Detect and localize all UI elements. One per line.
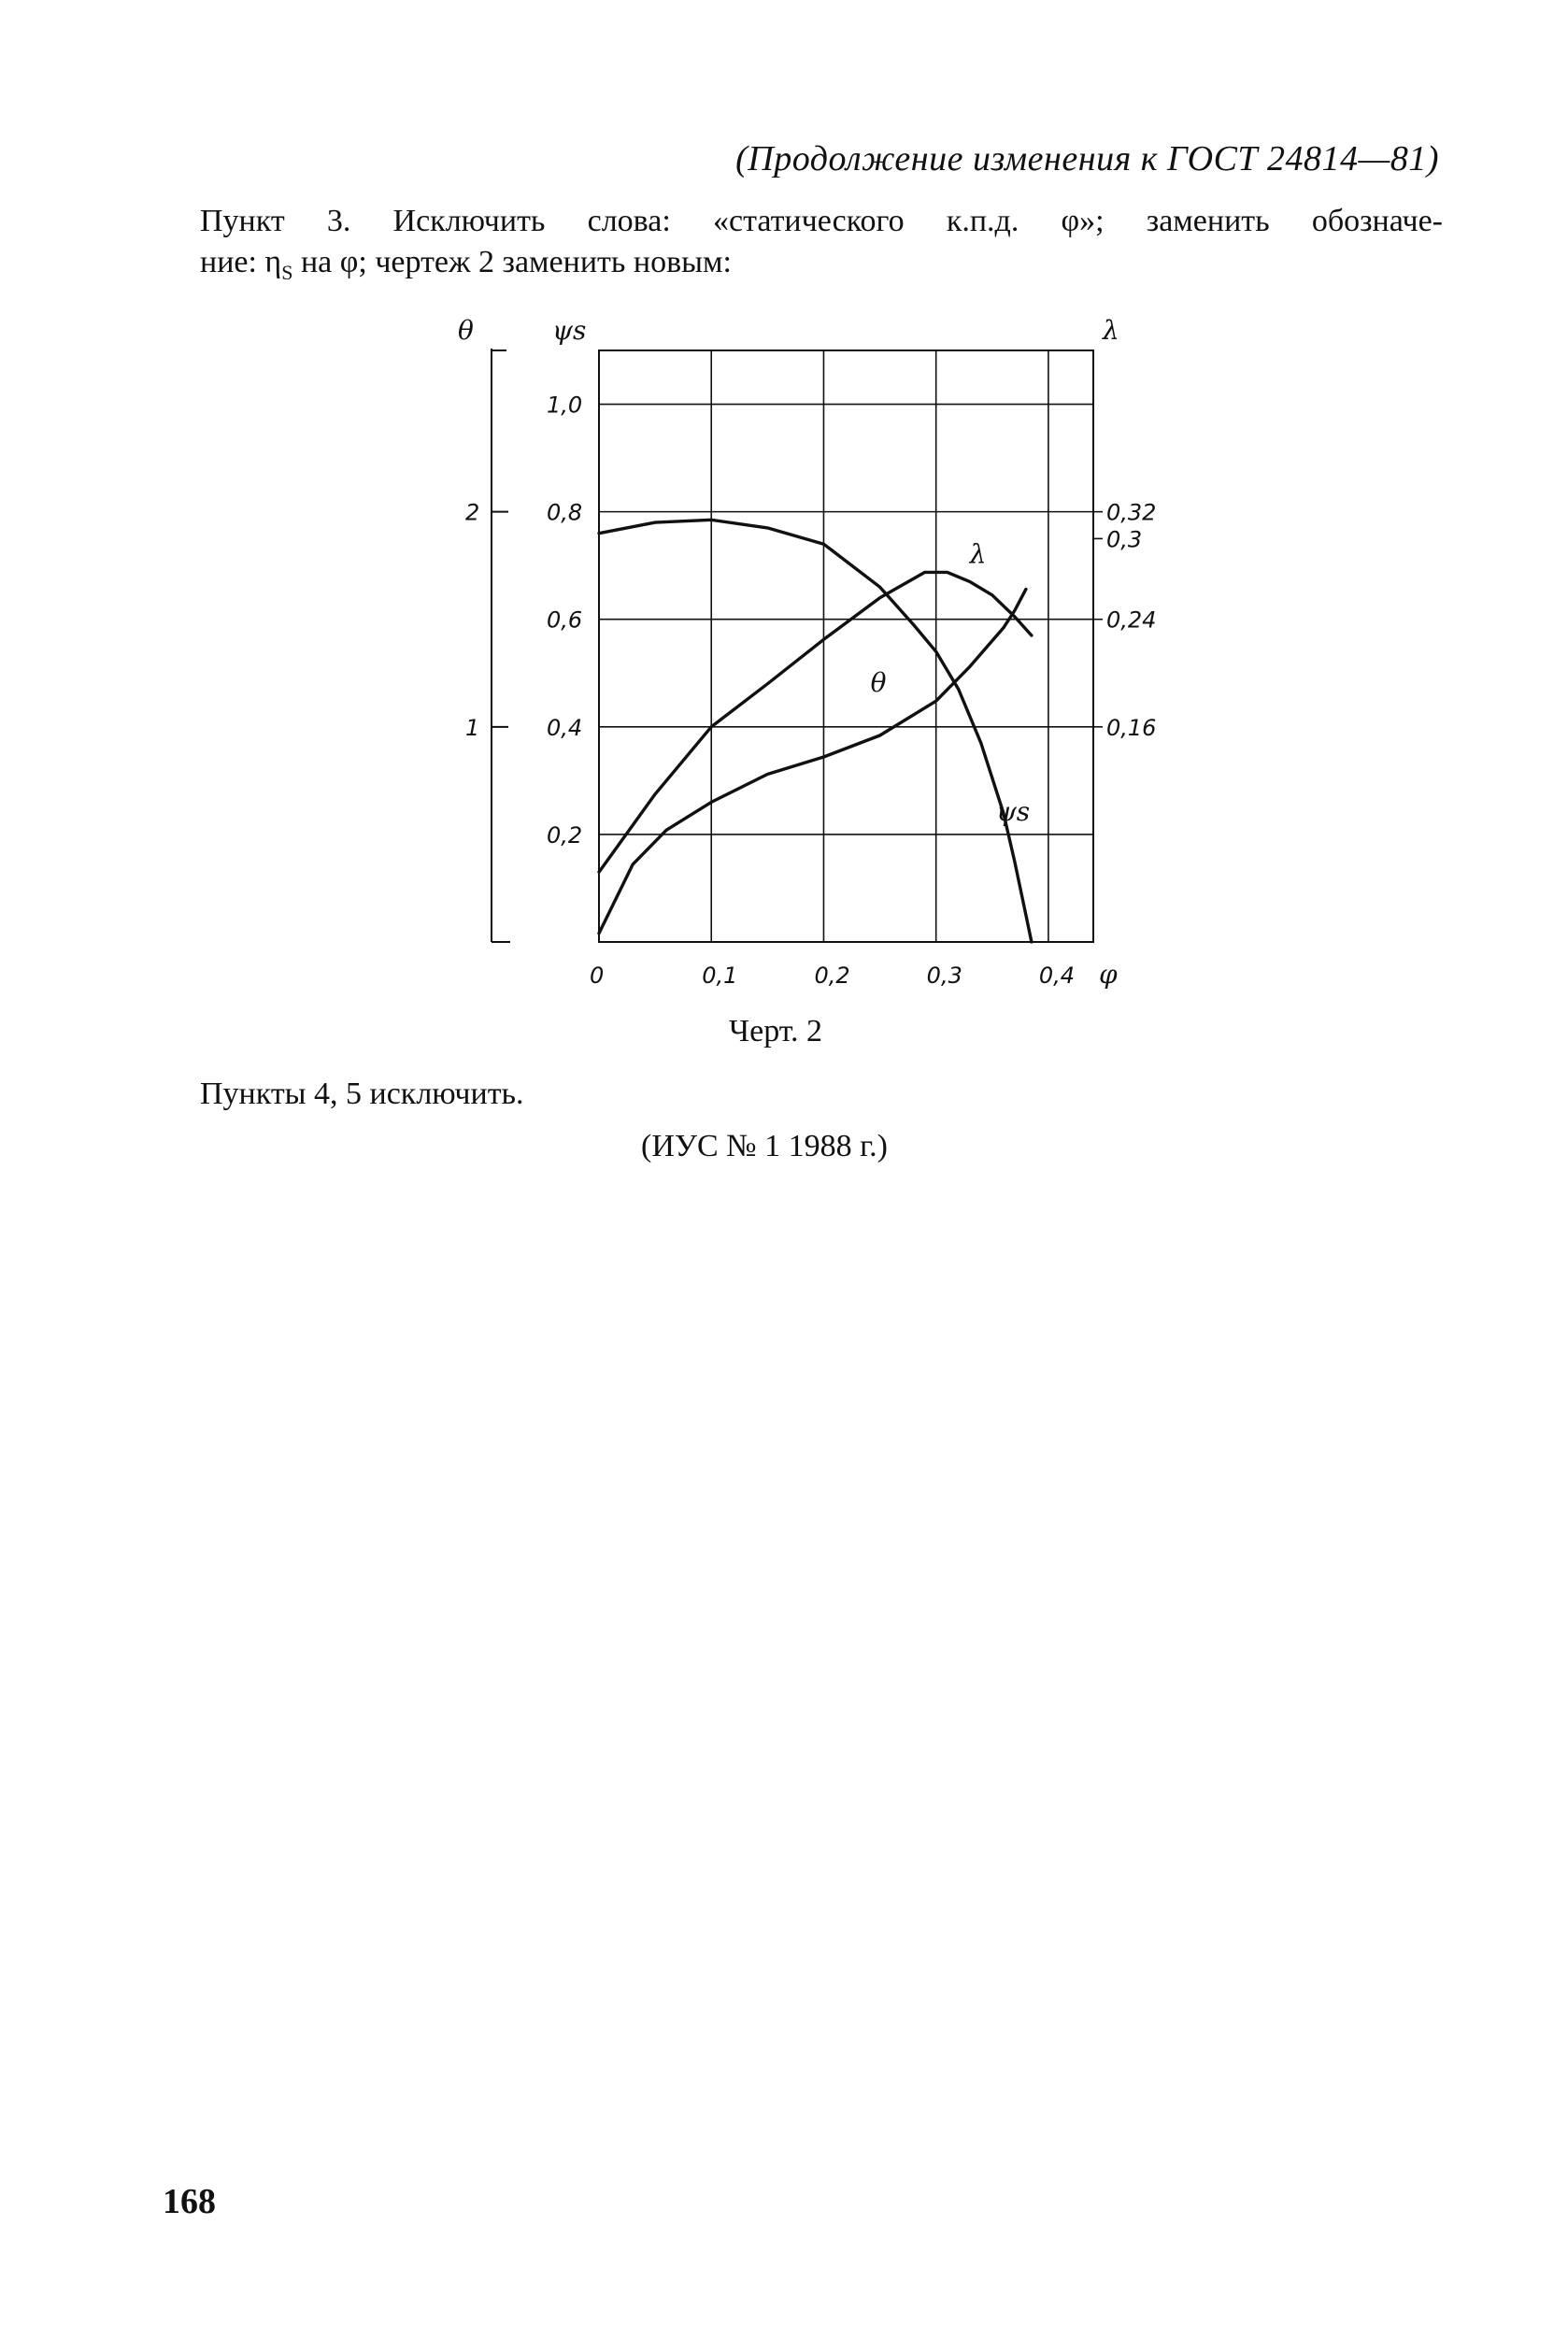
amendment-header: (Продолжение изменения к ГОСТ 24814—81) <box>735 139 1439 178</box>
x-axis-symbol: φ <box>1099 959 1118 990</box>
right-tick-label: 0,3 <box>1106 526 1143 553</box>
right-tick-label: 0,16 <box>1106 714 1157 741</box>
paragraph-line-1: Пункт 3. Исключить слова: «статического к.п.д. φ»; заменить обозначе- <box>200 204 1443 238</box>
left-tick-label: 0,2 <box>547 821 583 849</box>
x-tick-label: 0,1 <box>702 963 738 989</box>
series-label-lambda: λ <box>969 538 987 570</box>
x-tick-label: 0,3 <box>926 963 962 989</box>
right-tick-label: 0,24 <box>1106 606 1157 634</box>
paragraph-item-3 <box>200 201 1443 293</box>
series-label-psi: ψs <box>995 795 1031 827</box>
series-curve <box>599 590 1026 934</box>
x-tick-label: 0,4 <box>1038 963 1076 989</box>
page-number: 168 <box>163 2182 216 2221</box>
left-tick-label: 0,6 <box>547 606 583 634</box>
right-tick-label: 0,32 <box>1106 499 1157 526</box>
series-label-theta: θ <box>870 667 887 699</box>
plot-frame <box>599 350 1093 942</box>
outer-tick-label: 1 <box>465 714 480 741</box>
right-axis-symbol: λ <box>1103 315 1119 346</box>
left-tick-label: 0,4 <box>547 714 583 741</box>
series-curve <box>599 572 1032 872</box>
paragraph-items-4-5: Пункты 4, 5 исключить. <box>200 1077 524 1111</box>
outer-axis-symbol: θ <box>458 315 474 346</box>
left-axis-symbol: ψs <box>552 315 587 346</box>
x-tick-label: 0,2 <box>814 963 850 989</box>
figure-caption: Черт. 2 <box>729 1014 823 1048</box>
x-tick-label: 0 <box>590 963 605 989</box>
line2-suffix: на φ; чертеж 2 заменить новым: <box>292 245 732 279</box>
left-tick-label: 1,0 <box>547 392 583 419</box>
line2-prefix: ние: η <box>200 245 282 279</box>
left-tick-label: 0,8 <box>547 499 583 526</box>
eta-subscript: S <box>281 261 293 284</box>
paragraph-line-2 <box>200 242 1443 293</box>
outer-tick-label: 2 <box>465 499 480 526</box>
series-curve <box>599 520 1032 942</box>
ius-reference: (ИУС № 1 1988 г.) <box>641 1129 888 1163</box>
